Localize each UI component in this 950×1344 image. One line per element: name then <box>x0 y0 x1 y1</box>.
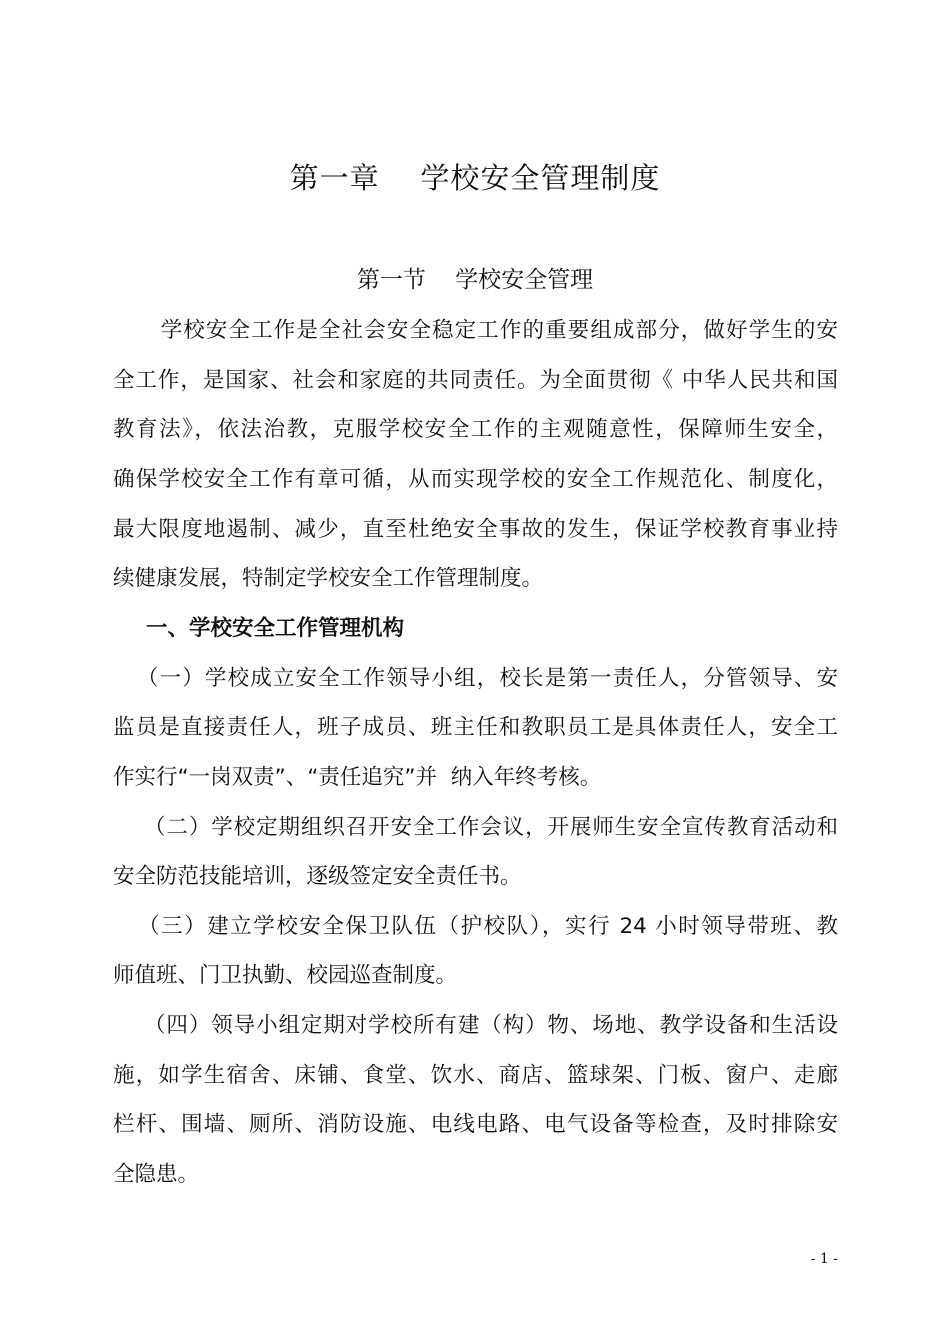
intro-line: 最大限度地遏制、减少，直至杜绝安全事故的发生，保证学校教育事业持 <box>113 517 838 542</box>
item-1-line: 作实行“一岗双责”、“责任追究”并 纳入年终考核。 <box>113 765 602 790</box>
item-4-line: （四）领导小组定期对学校所有建（构）物、场地、教学设备和生活设 <box>113 1013 838 1038</box>
intro-line: 全工作，是国家、社会和家庭的共同责任。为全面贯彻《 中华人民共和国 <box>113 368 838 393</box>
item-1-line: （一）学校成立安全工作领导小组，校长是第一责任人，分管领导、安 <box>113 666 838 691</box>
intro-line: 教育法》，依法治教，克服学校安全工作的主观随意性，保障师生安全， <box>113 417 838 442</box>
item-1-line: 监员是直接责任人，班子成员、班主任和教职员工是具体责任人，安全工 <box>113 715 838 740</box>
item-4-line: 栏杆、围墙、厕所、消防设施、电线电路、电气设备等检查，及时排除安 <box>113 1112 838 1137</box>
subsection-heading: 一、学校安全工作管理机构 <box>146 616 405 641</box>
item-3-line: 师值班、门卫执勤、校园巡查制度。 <box>113 963 458 988</box>
intro-line: 续健康发展，特制定学校安全工作管理制度。 <box>113 566 544 591</box>
page-number: - 1 - <box>810 1251 838 1267</box>
item-4-line: 施，如学生宿舍、床铺、食堂、饮水、商店、篮球架、门板、窗户、走廊 <box>113 1063 838 1088</box>
chapter-title: 第一章 学校安全管理制度 <box>289 161 661 195</box>
intro-line: 学校安全工作是全社会安全稳定工作的重要组成部分，做好学生的安 <box>113 318 838 343</box>
intro-line: 确保学校安全工作有章可循，从而实现学校的安全工作规范化、制度化， <box>113 467 838 492</box>
item-2-line: 安全防范技能培训，逐级签定安全责任书。 <box>113 864 522 889</box>
section-title: 第一节 学校安全管理 <box>356 267 594 293</box>
item-2-line: （二）学校定期组织召开安全工作会议，开展师生安全宣传教育活动和 <box>113 815 838 840</box>
item-3-line: （三）建立学校安全保卫队伍（护校队），实行 24 小时领导带班、教 <box>113 914 838 939</box>
item-4-line: 全隐患。 <box>113 1162 200 1187</box>
